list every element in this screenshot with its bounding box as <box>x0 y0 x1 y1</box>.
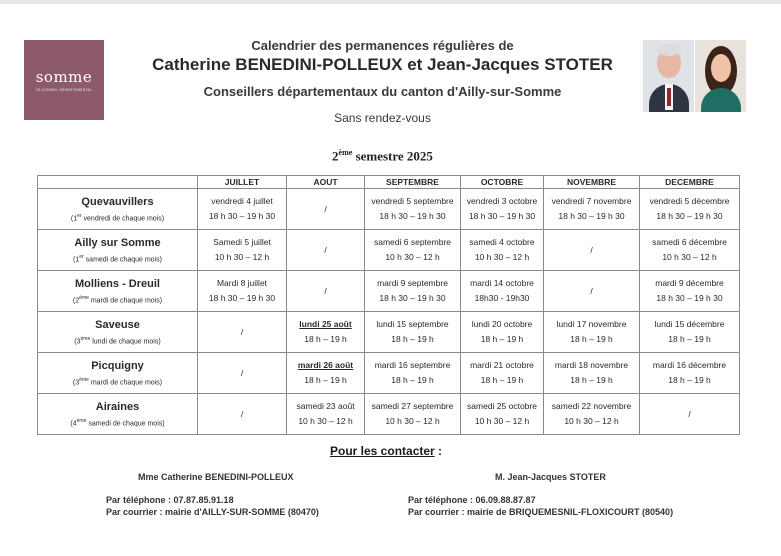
somme-department-logo <box>24 40 104 120</box>
location-cell <box>38 230 198 271</box>
table-row <box>38 189 740 230</box>
schedule-cell <box>198 394 287 435</box>
location-name: Quevauvillers <box>81 195 154 208</box>
schedule-cell <box>461 394 544 435</box>
schedule-cell <box>640 271 740 312</box>
schedule-time: 18 h 30 – 19 h 30 <box>656 211 723 221</box>
location-schedule-rule: (3ème mardi de chaque mois) <box>72 376 163 387</box>
rule-number: 1 <box>75 256 80 264</box>
schedule-time: 18 h – 19 h <box>480 334 524 344</box>
schedule-cell <box>287 189 365 230</box>
schedule-cell <box>198 189 287 230</box>
schedule-date: mardi 16 décembre <box>652 360 727 370</box>
location-cell <box>38 353 198 394</box>
location-schedule-rule: (2ème mardi de chaque mois) <box>72 294 163 305</box>
schedule-time: 18 h – 19 h <box>668 334 711 344</box>
schedule-time: 18h30 - 19h30 <box>474 293 530 303</box>
contact-phone-left: Par téléphone : 07.87.85.91.18 <box>106 495 234 505</box>
schedule-cell <box>640 189 740 230</box>
schedule-time: 10 h 30 – 12 h <box>662 252 717 262</box>
schedule-cell <box>640 230 740 271</box>
schedule-cell <box>544 394 640 435</box>
semester-number: 2 <box>332 148 339 164</box>
schedule-time: 18 h – 19 h <box>570 375 613 385</box>
schedule-cell <box>198 353 287 394</box>
schedule-cell <box>365 353 461 394</box>
schedule-cell <box>198 230 287 271</box>
contact-title-text: Pour les contacter <box>330 444 435 458</box>
rule-number: 2 <box>75 297 80 305</box>
schedule-date: mardi 21 octobre <box>470 360 534 370</box>
semester-text: semestre 2025 <box>352 148 433 164</box>
schedule-date: vendredi 3 octobre <box>466 196 538 206</box>
table-row <box>38 394 740 435</box>
rule-number: 3 <box>75 379 80 387</box>
column-header: AOUT <box>287 176 365 189</box>
schedule-time: 18 h – 19 h <box>668 375 711 385</box>
schedule-time: 10 h 30 – 12 h <box>474 252 530 262</box>
header-line-1: Calendrier des permanences régulières de <box>251 38 514 53</box>
semester-title <box>120 148 645 164</box>
schedule-date: mardi 9 décembre <box>655 278 724 288</box>
schedule-date: / <box>240 326 244 337</box>
schedule-time: 18 h – 19 h <box>480 375 524 385</box>
rule-number: 3 <box>76 338 81 346</box>
schedule-date: samedi 25 octobre <box>467 401 537 411</box>
schedule-cell <box>544 271 640 312</box>
logo-subtitle: LE CONSEIL DÉPARTEMENTAL <box>35 88 93 92</box>
schedule-date: / <box>688 408 691 419</box>
schedule-date: vendredi 4 juillet <box>211 196 273 206</box>
rule-text: samedi de chaque mois) <box>86 420 165 428</box>
rule-suffix: ème <box>79 294 89 301</box>
schedule-time: 18 h 30 – 19 h 30 <box>468 211 536 221</box>
schedule-cell <box>640 394 740 435</box>
table-row <box>38 353 740 394</box>
location-schedule-rule: (4ème samedi de chaque mois) <box>70 417 165 428</box>
schedule-time: 10 h 30 – 12 h <box>385 252 440 262</box>
photo-man <box>643 40 694 112</box>
schedule-date: vendredi 5 septembre <box>371 196 454 206</box>
location-cell <box>38 312 198 353</box>
schedule-cell <box>287 230 365 271</box>
contact-name-left: Mme Catherine BENEDINI-POLLEUX <box>138 472 294 482</box>
rule-number: 4 <box>72 420 77 428</box>
schedule-time: 18 h – 19 h <box>391 334 434 344</box>
schedule-date: lundi 15 septembre <box>376 319 449 329</box>
rule-suffix: ème <box>80 335 91 342</box>
contact-title <box>330 444 442 458</box>
contact-mail-right: Par courrier : mairie de BRIQUEMESNIL-FLOXICOURT (80540) <box>408 507 674 517</box>
contact-title-colon: : <box>434 444 443 458</box>
photo-woman <box>695 40 746 112</box>
schedule-cell <box>544 312 640 353</box>
location-name: Saveuse <box>95 318 140 331</box>
schedule-table <box>37 175 740 435</box>
rule-text: vendredi de chaque mois) <box>81 215 165 223</box>
schedule-date: lundi 17 novembre <box>556 319 627 329</box>
location-cell <box>38 394 198 435</box>
schedule-date: samedi 23 août <box>296 401 355 411</box>
schedule-time: 10 h 30 – 12 h <box>474 416 530 426</box>
schedule-date: Samedi 5 juillet <box>213 237 271 247</box>
schedule-date: mardi 18 novembre <box>554 360 629 370</box>
schedule-cell <box>544 230 640 271</box>
table-row <box>38 230 740 271</box>
schedule-date: lundi 20 octobre <box>471 319 533 329</box>
schedule-time: 18 h 30 – 19 h 30 <box>208 211 276 221</box>
schedule-cell <box>461 271 544 312</box>
location-name: Ailly sur Somme <box>74 236 161 249</box>
location-cell <box>38 271 198 312</box>
schedule-time: 18 h – 19 h <box>570 334 613 344</box>
schedule-time: 18 h 30 – 19 h 30 <box>208 293 276 303</box>
schedule-date: mardi 14 octobre <box>470 278 534 288</box>
schedule-cell <box>365 271 461 312</box>
schedule-cell <box>287 312 365 353</box>
schedule-time: 18 h – 19 h <box>391 375 434 385</box>
semester-sup: ème <box>338 148 353 157</box>
schedule-date: vendredi 5 décembre <box>649 196 730 206</box>
schedule-date: samedi 6 septembre <box>373 237 451 247</box>
schedule-date: lundi 25 août <box>299 319 352 329</box>
schedule-date: samedi 6 décembre <box>652 237 727 247</box>
rule-suffix: ème <box>76 417 87 424</box>
location-schedule-rule: (1er vendredi de chaque mois) <box>70 212 165 223</box>
schedule-cell <box>365 394 461 435</box>
schedule-cell <box>198 271 287 312</box>
rule-suffix: er <box>79 253 84 260</box>
location-schedule-rule: (1er samedi de chaque mois) <box>73 253 162 264</box>
schedule-date: / <box>240 408 244 419</box>
schedule-date: / <box>324 285 327 296</box>
location-name: Airaines <box>95 400 140 413</box>
contact-mail-left: Par courrier : mairie d'AILLY-SUR-SOMME (80470) <box>106 507 319 517</box>
table-row <box>38 312 740 353</box>
top-edge-band <box>0 0 781 4</box>
schedule-cell <box>287 271 365 312</box>
schedule-date: lundi 15 décembre <box>654 319 725 329</box>
column-header: SEPTEMBRE <box>365 176 461 189</box>
schedule-cell <box>365 189 461 230</box>
schedule-time: 10 h 30 – 12 h <box>214 252 270 262</box>
schedule-date: / <box>590 244 593 255</box>
rule-number: 1 <box>73 215 78 223</box>
schedule-time: 10 h 30 – 12 h <box>298 416 353 426</box>
schedule-cell <box>544 353 640 394</box>
schedule-time: 18 h 30 – 19 h 30 <box>558 211 625 221</box>
schedule-cell <box>640 312 740 353</box>
councillors-photo <box>643 40 746 112</box>
schedule-date: samedi 27 septembre <box>371 401 454 411</box>
schedule-cell <box>287 394 365 435</box>
rule-text: lundi de chaque mois) <box>90 338 161 346</box>
schedule-cell <box>198 312 287 353</box>
logo-wordmark: somme <box>35 68 93 86</box>
schedule-time: 18 h 30 – 19 h 30 <box>656 293 723 303</box>
schedule-cell <box>365 312 461 353</box>
schedule-time: 18 h 30 – 19 h 30 <box>379 293 446 303</box>
rule-suffix: er <box>77 212 82 219</box>
schedule-cell <box>461 189 544 230</box>
schedule-time: 18 h 30 – 19 h 30 <box>379 211 446 221</box>
schedule-date: / <box>240 367 244 378</box>
schedule-cell <box>544 189 640 230</box>
schedule-cell <box>365 230 461 271</box>
contact-phone-right: Par téléphone : 06.09.88.87.87 <box>408 495 536 505</box>
header-corner <box>38 176 198 189</box>
schedule-cell <box>461 353 544 394</box>
rule-suffix: ème <box>79 376 89 383</box>
rule-text: mardi de chaque mois) <box>88 379 163 387</box>
table-row <box>38 271 740 312</box>
location-name: Picquigny <box>91 359 144 372</box>
schedule-date: vendredi 7 novembre <box>551 196 632 206</box>
location-name: Molliens - Dreuil <box>75 277 160 290</box>
column-header: DECEMBRE <box>640 176 740 189</box>
location-schedule-rule: (3ème lundi de chaque mois) <box>74 335 161 346</box>
schedule-cell <box>461 230 544 271</box>
no-appointment-note: Sans rendez-vous <box>334 111 431 125</box>
contact-name-right: M. Jean-Jacques STOTER <box>495 472 606 482</box>
schedule-date: mardi 16 septembre <box>374 360 451 370</box>
schedule-time: 18 h – 19 h <box>304 375 347 385</box>
header-councillor-names: Catherine BENEDINI-POLLEUX et Jean-Jacques STOTER <box>152 55 613 74</box>
header-line-3: Conseillers départementaux du canton d'Ailly-sur-Somme <box>203 84 562 99</box>
column-header: NOVEMBRE <box>544 176 640 189</box>
schedule-cell <box>461 312 544 353</box>
schedule-time: 10 h 30 – 12 h <box>564 416 619 426</box>
rule-text: samedi de chaque mois) <box>83 256 162 264</box>
schedule-cell <box>640 353 740 394</box>
schedule-date: samedi 4 octobre <box>469 237 535 247</box>
schedule-date: / <box>324 244 327 255</box>
schedule-date: samedi 22 novembre <box>551 401 632 411</box>
schedule-date: Mardi 8 juillet <box>216 278 268 288</box>
table-header-row <box>38 176 740 189</box>
schedule-date: / <box>590 285 593 296</box>
schedule-date: / <box>324 203 327 214</box>
schedule-cell <box>287 353 365 394</box>
location-cell <box>38 189 198 230</box>
schedule-date: mardi 26 août <box>297 360 354 370</box>
schedule-time: 10 h 30 – 12 h <box>385 416 440 426</box>
column-header: OCTOBRE <box>461 176 544 189</box>
schedule-time: 18 h – 19 h <box>304 334 347 344</box>
column-header: JUILLET <box>198 176 287 189</box>
rule-text: mardi de chaque mois) <box>88 297 163 305</box>
schedule-date: mardi 9 septembre <box>377 278 448 288</box>
